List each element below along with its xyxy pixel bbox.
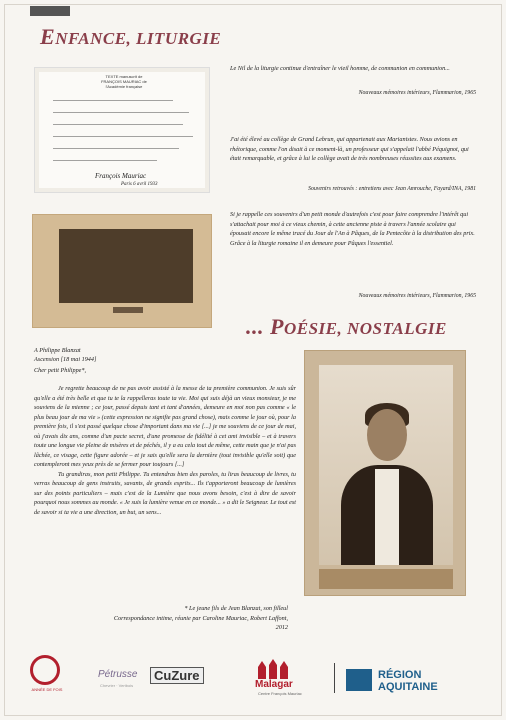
class-photo: [32, 214, 212, 328]
letter-source: Correspondance intime, réunie par Caroline Mauriac, Robert Laffont, 2012: [113, 614, 288, 631]
section-title-poesie: ... POÉSIE, NOSTALGIE: [246, 314, 447, 339]
region-aquitaine-icon: [346, 669, 372, 691]
class-photo-caption: [113, 307, 143, 313]
letter-paragraph-1: Je regrette beaucoup de ne pas avoir assisté à la messe de ta première communion. Je suis sûr qu'elle a été très belle et que tu te la rappelleras toute ta vie. Moi qui suis déjà un vieux monsieur, je me souviens de la mienne ; ce jour, passé depuis tant et tant d'années, demeure en moi non pas comme « le plus beau jour de ma vie » (cette expression ne signifie pas grand chose), mais comme le jour où, pour la première fois, il s'est passé quelque chose d'important dans ma vie [...] je me souviens de ce jour de mai, où j'avais dix ans, comme d'un pacte secret, d'une promesse de fidélité à cet ami invisible – et à travers toute une longue vie pleine de misères et de péchés, il y a eu cela tout de même, cette main que je n'ai pas lâchée, ce visage, cette figure adorée – et je sais qu'elle sera la dernière (tout invisible qu'elle soit) que contempleront mes yeux près de se fermer pour toujours [...]: [34, 385, 296, 468]
quote-1: Le Nil de la liturgie continue d'entraîner le vieil homme, de communion en communion...: [230, 65, 450, 72]
dedication-date: Ascension [18 mai 1944]: [34, 356, 97, 363]
quote-2: J'ai été élevé au collège de Grand Lebrun, qui appartenait aux Marianistes. Nous avions en rhétorique, comme l'on disait à ce moment-là, un professeur qui s'appelait l'abbé Péquignot, qui était remarquable, et grâce à lui le collège avait de très nombreuses réussites aux examens.: [230, 136, 469, 162]
quote-1-source: Nouveaux mémoires intérieurs, Flammarion, 1965: [358, 90, 476, 96]
letter-body: [34, 384, 296, 517]
culture-logo: CuZure: [150, 667, 204, 684]
annee-logo-label: ANNÉE DE FOIS: [31, 687, 63, 692]
partner-logos: [0, 655, 506, 701]
malagar-house-icon: [256, 659, 290, 679]
letter-paragraph-2: Tu grandiras, mon petit Philippe. Tu entendras bien des paroles, tu liras beaucoup de livres, tu verras beaucoup de gens instruits, savants, de grands esprits... Ils t'apporteront beaucoup de lumières sur des points particuliers – mais c'est de la Lumière que nous avons besoin, c'est à dire de savoir pourquoi nous sommes au monde. « Je suis la lumière venue en ce monde... » a dit le Seigneur. Le tout est de savoir si ta vie a une direction, un but, un sens...: [34, 470, 296, 516]
manuscript-signature: François Mauriac: [95, 172, 147, 180]
petrusse-logo-sub: Chevrier · Vertbois: [100, 683, 134, 688]
quote-2-source: Souvenirs retrouvés : entretiens avec Jean Amrouche, Fayard/INA, 1981: [308, 186, 476, 192]
letter-notes: [100, 604, 288, 633]
annee-logo-icon: [30, 655, 60, 685]
letter-footnote: * Le jeune fils de Jean Blanzat, son filleul: [184, 605, 288, 612]
malagar-logo-sub: Centre François Mauriac: [258, 691, 302, 696]
portrait-photo: [304, 350, 466, 596]
letter-dedication: [34, 346, 96, 364]
class-photo-image: [59, 229, 193, 303]
dedication-name: A Philippe Blanzat: [34, 347, 81, 354]
letter-salutation: Cher petit Philippe*,: [34, 367, 87, 374]
logo-separator: [334, 663, 335, 693]
manuscript-date: Paris 6 avril 1933: [121, 182, 158, 187]
section-title-enfance: ENFANCE, LITURGIE: [40, 24, 222, 49]
crop-mark: [30, 6, 70, 16]
petrusse-logo: Pétrusse: [98, 669, 138, 680]
malagar-logo: Malagar: [255, 679, 293, 690]
region-aquitaine-logo: RÉGION AQUITAINE: [378, 669, 438, 693]
manuscript-image: [34, 67, 210, 193]
manuscript-header: TEXTE manuscrit de FRANÇOIS MAURIAC de l'Académie française: [101, 74, 147, 89]
quote-3: Si je rappelle ces souvenirs d'un petit monde d'autrefois c'est pour faire comprendre l'intérêt qui s'attachait pour moi à ce vieux chemin, à cette ancienne piste à travers l'année scolaire qui épousait encore le même tracé du Jour de l'An à Pâques, de la Pentecôte à la distribution des prix. Grâce à la liturgie romaine il en demeure pour Pâques l'essentiel.: [230, 211, 475, 247]
quote-3-source: Nouveaux mémoires intérieurs, Flammarion, 1965: [358, 293, 476, 299]
